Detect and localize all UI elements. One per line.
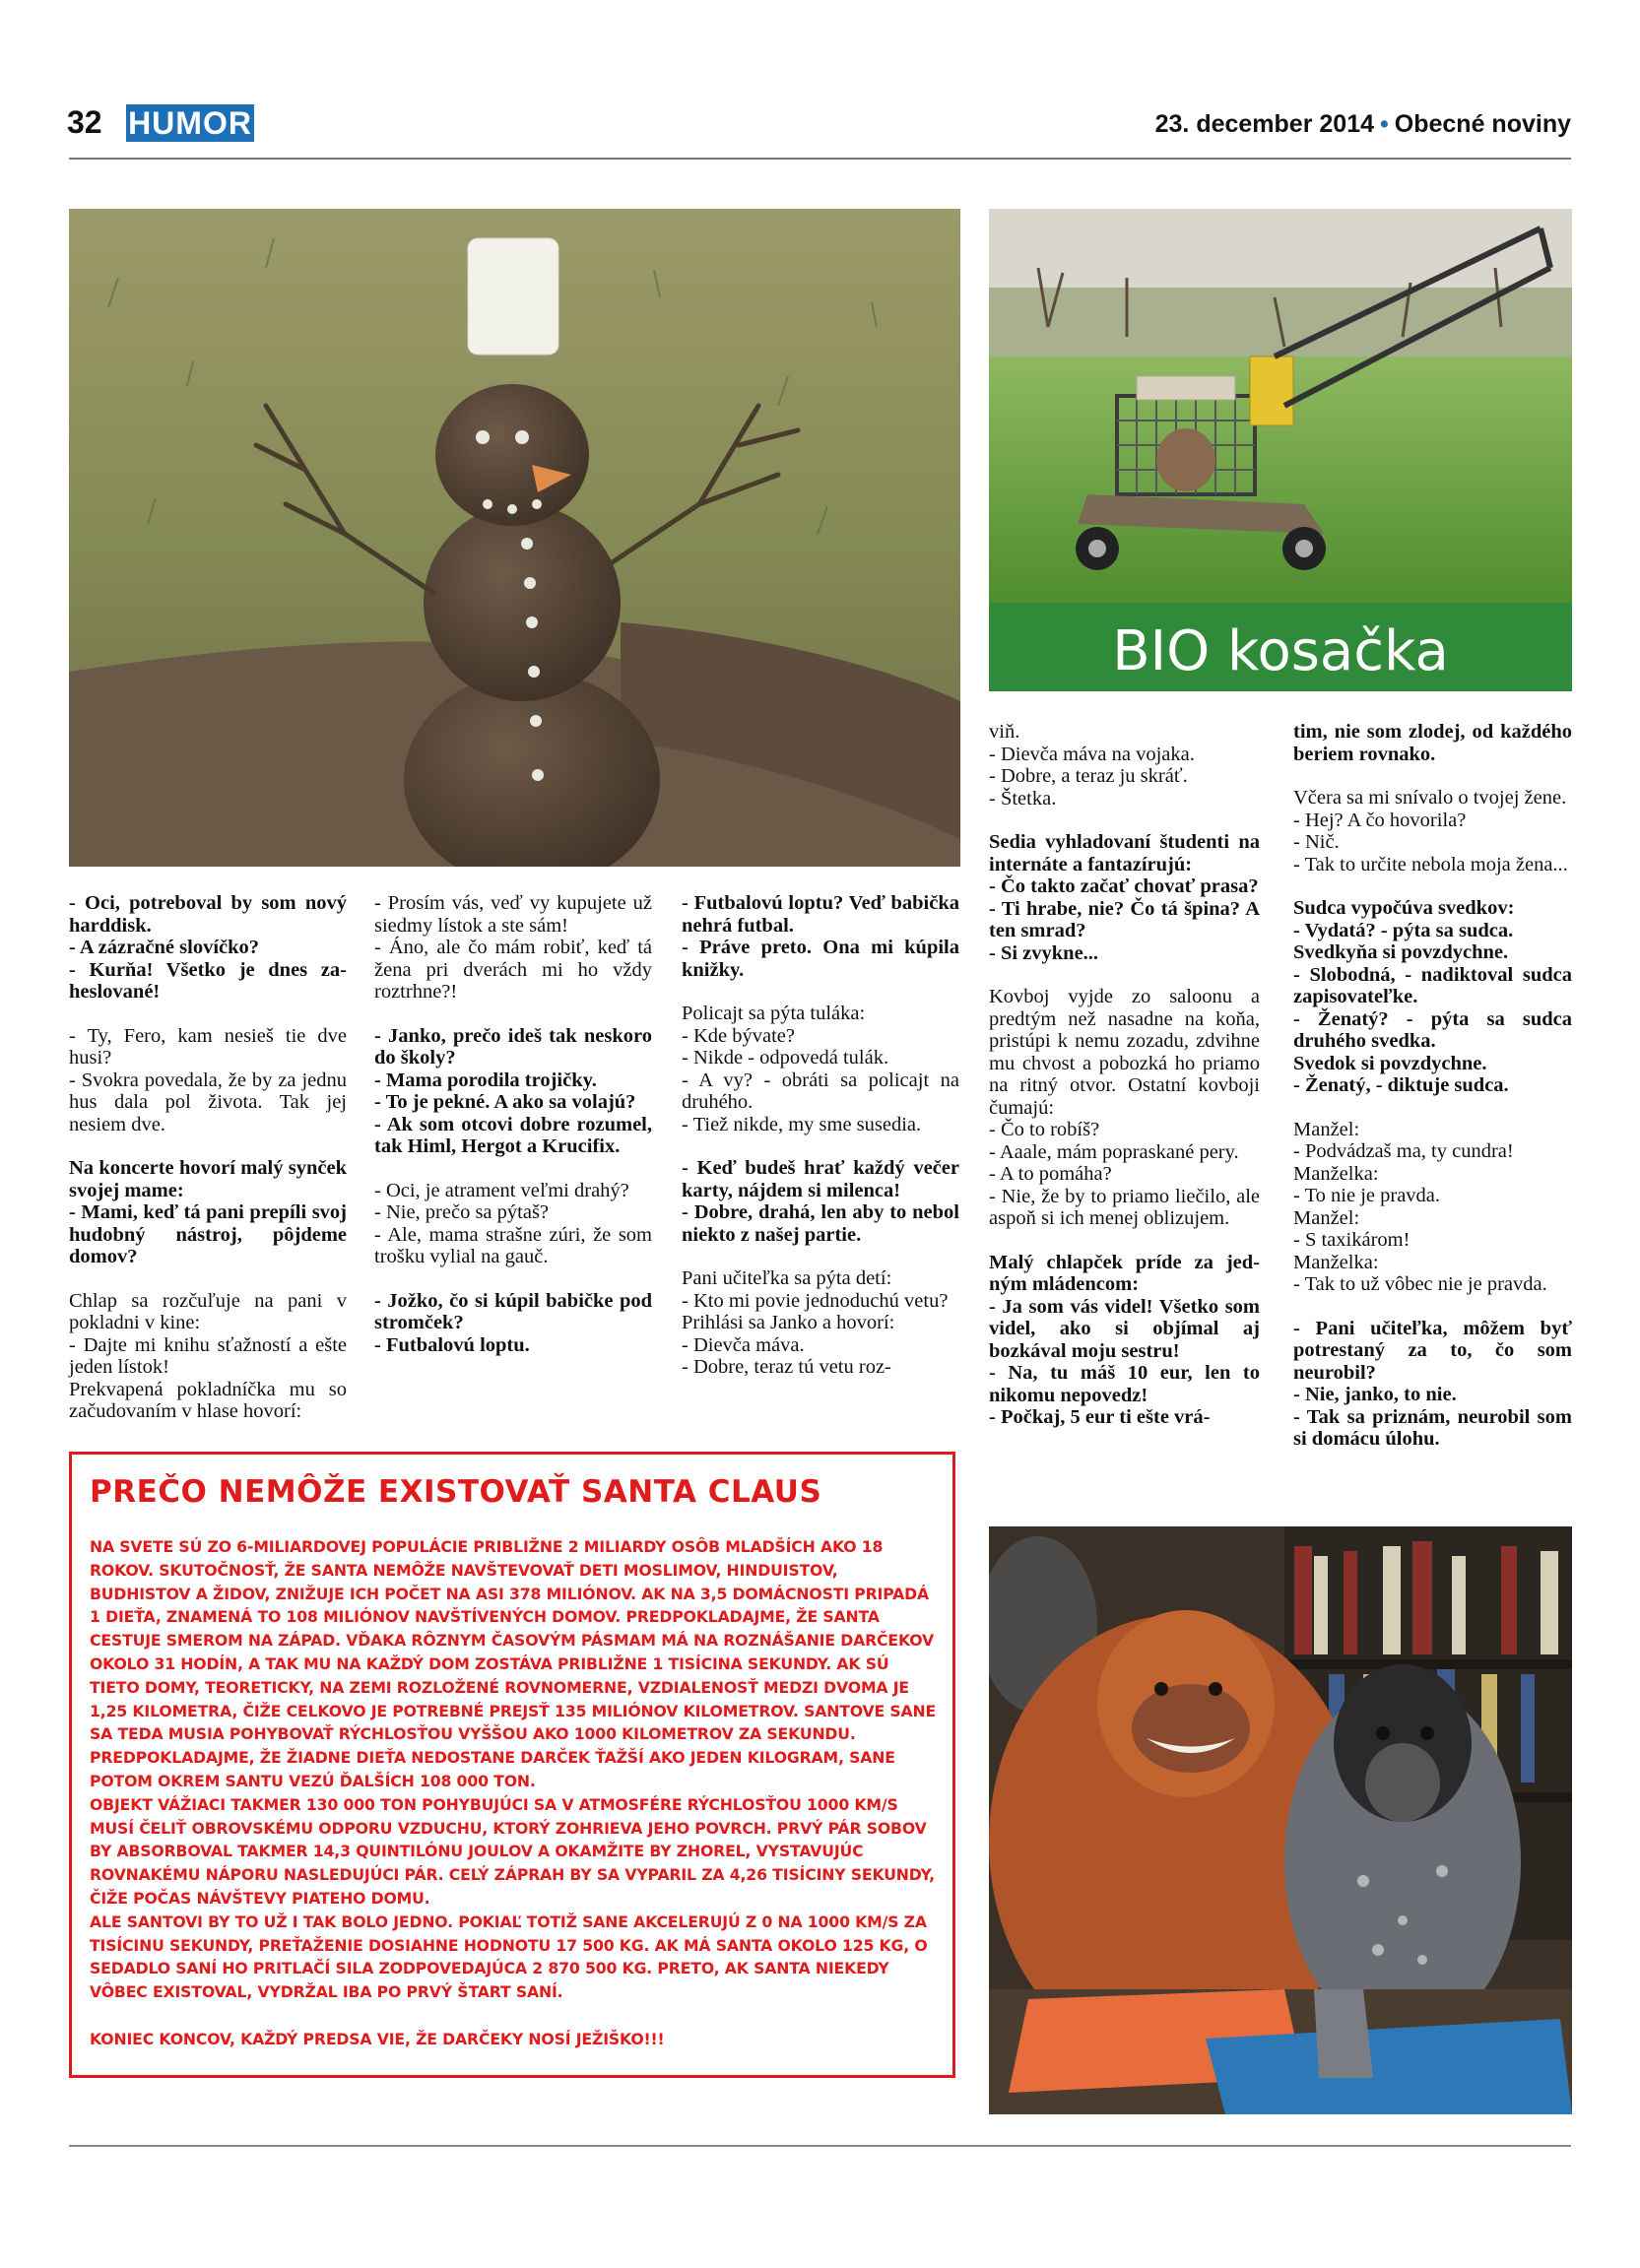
- santa-box-body: [90, 1535, 937, 2051]
- joke: - Ty, Fero, kam nesieš tie dve husi? - Svokra povedala, že by za jednu hus dala pol života. Tak jej nesiem dve.: [69, 1024, 347, 1135]
- joke: Pani učiteľka sa pýta detí: - Kto mi povie jednoduchú vetu? Prihlási sa Janko a hovorí: - Dievča máva. - Dobre, teraz tú vetu roz-: [682, 1267, 949, 1378]
- joke: - Futbalovú loptu? Veď babička nehrá futbal. - Práve preto. Ona mi kúpila knižky.: [682, 892, 959, 981]
- header-rule: [69, 158, 1571, 160]
- joke: - Prosím vás, veď vy kupujete už siedmy lístok a ste sám! - Áno, ale čo mám robiť, keď tá žena pri dverách mi ho vždy roztrhne?!: [374, 892, 652, 1003]
- santa-box-title: PREČO NEMÔŽE EXISTOVAŤ SANTA CLAUS: [90, 1474, 822, 1510]
- santa-claus-box: [69, 1452, 955, 2078]
- joke: - Oci, je atrament veľmi drahý? - Nie, prečo sa pýtaš? - Ale, mama strašne zúri, že som trošku vylial na gauč.: [374, 1179, 652, 1267]
- separator-dot: •: [1380, 110, 1389, 138]
- joke: - Oci, potreboval by som nový harddisk. - A zázračné slovíčko? - Kurňa! Všetko je dnes zaheslované!: [69, 892, 347, 1003]
- issue-info: [1155, 110, 1571, 139]
- santa-paragraph: ALE SANTOVI BY TO UŽ I TAK BOLO JEDNO. POKIAĽ TOTIŽ SANE AKCELERUJÚ Z 0 NA 1000 KM/S ZA TISÍCINU SEKUNDY, PREŤAŽENIE DOSIAHNE HODNOTU 17 500 KG. AK MÁ SANTA OKOLO 125 KG, O SEDADLO SANÍ HO PRITLAČÍ SILA ZODPOVEDAJÚCA 2 870 500 KG. PRETO, AK SANTA NIEKEDY VÔBEC EXISTOVAL, VYDRŽAL IBA PO PRVÝ ŠTART SANÍ.: [90, 1912, 928, 2002]
- joke: Na koncerte hovorí malý synček svojej mame: - Mami, keď tá pani prepíli svoj hudobný nástroj, pôjdeme domov?: [69, 1157, 347, 1267]
- issue-date: 23. december 2014: [1154, 110, 1375, 138]
- page-number: 32: [67, 104, 102, 140]
- bio-mower-caption: BIO kosačka: [1112, 619, 1449, 683]
- santa-paragraph: KONIEC KONCOV, KAŽDÝ PREDSA VIE, ŽE DARČEKY NOSÍ JEŽIŠKO!!!: [90, 2029, 665, 2048]
- jokes-column-2: [374, 892, 652, 1356]
- joke: Sedia vyhladovaní študenti na internáte a fantazírujú: - Čo takto začať chovať prasa? - Ti hrabe, nie? Čo tá špina? A ten smrad? - Si zvykne...: [989, 831, 1260, 964]
- jokes-column-5: [1293, 721, 1572, 1451]
- jokes-column-1: [69, 892, 347, 1423]
- joke: Kovboj vyjde zo saloonu a predtým než nasadne na koňa, pristúpi k nemu zozadu, zdvihne mu chvost a pobozká ho priamo na ritný otvor. Ostatní kovboji čumajú: - Čo to robíš? - Aaale, mám popraskané pery. - A to pomáha? - Nie, že by to priamo liečilo, ale aspoň si ich menej oblizujem.: [989, 986, 1260, 1229]
- santa-paragraph: OBJEKT VÁŽIACI TAKMER 130 000 TON POHYBUJÚCI SA V ATMOSFÉRE RÝCHLOSŤOU 1000 KM/S MUSÍ ČELIŤ OBROVSKÉMU ODPORU VZDUCHU, KTORÝ ZOHRIEVA JEHO POVRCH. PRVÝ PÁR SOBOV BY ABSORBOVAL TAKMER 14,3 QUINTILÓNU JOULOV A OKAMŽITE BY ZHOREL, VYSTAVUJÚC ROVNAKÉMU NÁPORU NASLEDUJÚCI PÁR. CELÝ ZÁPRAH BY SA VYPARIL ZA 4,26 TISÍCINY SEKUNDY, ČIŽE POČAS NÁVŠTEVY PIATEHO DOMU.: [90, 1794, 935, 1908]
- joke: Sudca vypočúva svedkov: - Vydatá? - pýta sa sudca. Svedkyňa si povzdychne. - Slobodná, - nadiktoval sudca zapisovateľke. - Ženatý? - pýta sa sudca druhého svedka. Svedok si povzdychne. - Ženatý, - diktuje sudca.: [1293, 897, 1572, 1096]
- santa-paragraph: NA SVETE SÚ ZO 6-MILIARDOVEJ POPULÁCIE PRIBLIŽNE 2 MILIARDY OSÔB MLADŠÍCH AKO 18 ROKOV. SKUTOČNOSŤ, ŽE SANTA NEMÔŽE NAVŠTEVOVAŤ DETI MOSLIMOV, HINDUISTOV, BUDHISTOV A ŽIDOV, ZNIŽUJE ICH POČET NA ASI 378 MILIÓNOV. AK NA 3,5 DOMÁCNOSTI PRIPADÁ 1 DIEŤA, ZNAMENÁ TO 108 MILIÓNOV NAVŠTÍVENÝCH DOMOV. PREDPOKLADAJME, ŽE SANTA CESTUJE SMEROM NA ZÁPAD. VĎAKA RÔZNYM ČASOVÝM PÁSMAM MÁ NA ROZNÁŠANIE DARČEKOV OKOLO 31 HODÍN, A TAK MU NA KAŽDÝ DOM ZOSTÁVA PRIBLIŽNE 1 TISÍCINA SEKUNDY. AK SÚ TIETO DOMY, TEORETICKY, NA ZEMI ROZLOŽENÉ ROVNOMERNE, VZDIALENOSŤ MEDZI DVOMA JE 1,25 KILOMETRA, ČIŽE CELKOVO JE POTREBNÉ PREJSŤ 135 MILIÓNOV KILOMETROV. SANTOVE SANE SA TEDA MUSIA POHYBOVAŤ RÝCHLOSŤOU VYŠŠOU AKO 1000 KILOMETROV ZA SEKUNDU. PREDPOKLADAJME, ŽE ŽIADNE DIEŤA NEDOSTANE DARČEK ŤAŽŠÍ AKO JEDEN KILOGRAM, SANE POTOM OKREM SANTU VEZÚ ĎALŠÍCH 108 000 TON.: [90, 1537, 937, 1790]
- joke: Včera sa mi snívalo o tvojej žene. - Hej? A čo hovorila? - Nič. - Tak to určite nebola moja žena...: [1293, 787, 1568, 875]
- joke: - Jožko, čo si kúpil babičke pod stromček? - Futbalovú loptu.: [374, 1289, 652, 1356]
- section-label: HUMOR: [126, 104, 254, 142]
- joke: - Keď budeš hrať každý večer karty, nájdem si milenca! - Dobre, drahá, len aby to nebol niekto z našej partie.: [682, 1157, 959, 1246]
- joke: tim, nie som zlodej, od každého beriem rovnako.: [1293, 721, 1572, 765]
- orangutan-and-dog-photo: [989, 1526, 1572, 2114]
- joke: Policajt sa pýta tuláka: - Kde bývate? - Nikde - odpovedá tulák. - A vy? - obráti sa policajt na druhého. - Tiež nikde, my sme susedia.: [682, 1003, 959, 1135]
- joke: - Janko, prečo ideš tak neskoro do školy? - Mama porodila trojičky. - To je pekné. A ako sa volajú? - Ak som otcovi dobre rozumel, tak Himl, Hergot a Krucifix.: [374, 1024, 652, 1157]
- joke: Malý chlapček príde za jedným mládencom: - Ja som vás videl! Všetko som videl, ako si objímal aj bozkával moju sestru! - Na, tu máš 10 eur, len to nikomu nepovedz! - Počkaj, 5 eur ti ešte vrá-: [989, 1251, 1260, 1428]
- footer-rule: [69, 2145, 1571, 2147]
- mud-snowman-photo: [69, 209, 960, 867]
- joke: Manžel: - Podvádzaš ma, ty cundra! Manželka: - To nie je pravda. Manžel: - S taxikárom! Manželka: - Tak to už vôbec nie je pravda.: [1293, 1118, 1547, 1295]
- jokes-column-4: [989, 721, 1260, 1429]
- newspaper-name: Obecné noviny: [1394, 110, 1571, 138]
- joke: Chlap sa rozčuľuje na pani v pokladni v kine: - Dajte mi knihu sťažností a ešte jeden lístok! Prekvapená pokladníčka mu so začudovaním v hlase hovorí:: [69, 1289, 347, 1422]
- joke: - Pani učiteľka, môžem byť potrestaný za to, čo som neurobil? - Nie, janko, to nie. - Tak sa priznám, neurobil som si domácu úlohu.: [1293, 1317, 1572, 1450]
- joke: viň. - Dievča máva na vojaka. - Dobre, a teraz ju skráť. - Štetka.: [989, 721, 1195, 810]
- bio-mower-photo: [989, 209, 1572, 691]
- jokes-column-3: [682, 892, 959, 1379]
